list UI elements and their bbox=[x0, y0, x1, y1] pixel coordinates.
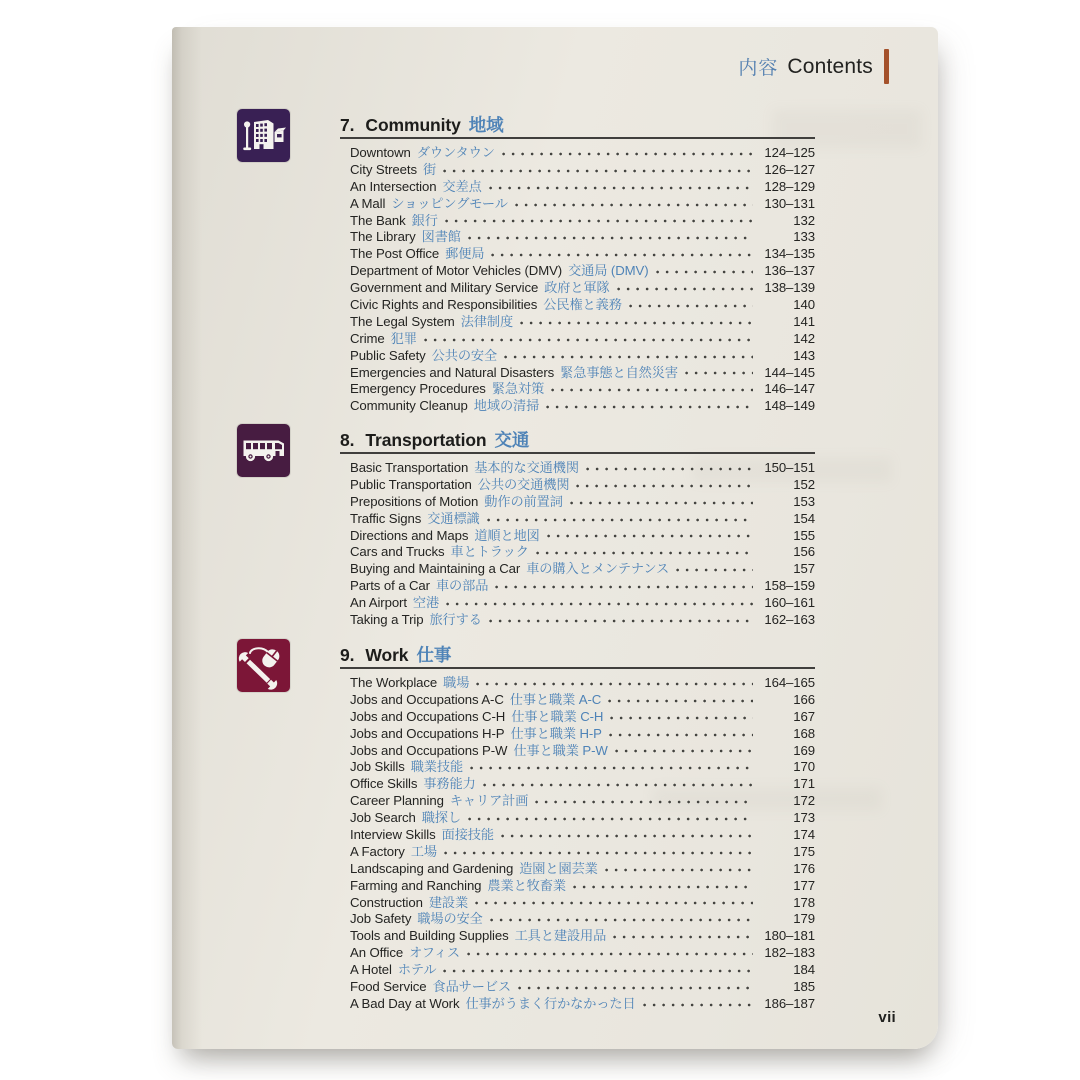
entry-title-japanese: オフィス bbox=[409, 945, 461, 961]
toc-section bbox=[172, 639, 938, 1010]
toc-entry bbox=[350, 378, 815, 395]
entry-title-japanese: 車とトラック bbox=[450, 544, 529, 560]
toc-entry bbox=[350, 243, 815, 260]
entry-title-japanese: 犯罪 bbox=[390, 330, 417, 346]
entry-title-english: A Hotel bbox=[350, 962, 392, 978]
toc-entry bbox=[350, 672, 815, 689]
entry-title-english: Department of Motor Vehicles (DMV) bbox=[350, 263, 563, 279]
section-title-japanese: 仕事 bbox=[416, 645, 452, 665]
toc-entry bbox=[350, 395, 815, 412]
entry-title-japanese: 郵便局 bbox=[445, 246, 485, 262]
entry-title-japanese: 公民権と義務 bbox=[543, 297, 622, 313]
entry-title-japanese: 工具と建設用品 bbox=[514, 928, 607, 944]
entry-title-japanese: 政府と軍隊 bbox=[544, 280, 610, 296]
entry-page-numbers: 167 bbox=[793, 708, 815, 724]
entry-page-numbers: 175 bbox=[793, 843, 815, 859]
entry-title-japanese: 公共の安全 bbox=[431, 347, 498, 363]
dot-leader bbox=[617, 287, 753, 291]
dot-leader bbox=[443, 169, 753, 173]
contents-title-english: Contents bbox=[787, 54, 873, 78]
entry-title-english: Traffic Signs bbox=[350, 510, 422, 526]
toc-entry bbox=[350, 558, 815, 575]
section-title bbox=[340, 424, 815, 448]
dot-leader bbox=[573, 885, 753, 889]
entry-title-japanese: 基本的な交通機関 bbox=[474, 460, 579, 475]
toc-entry bbox=[350, 277, 815, 294]
entry-title-japanese: ホテル bbox=[397, 962, 437, 978]
section-entries bbox=[340, 457, 815, 626]
toc-entry bbox=[350, 908, 815, 925]
entry-page-numbers: 157 bbox=[793, 561, 815, 577]
entry-title-english: Jobs and Occupations P-W bbox=[350, 742, 508, 758]
toc-entry bbox=[350, 841, 815, 858]
toc-entry bbox=[350, 875, 815, 892]
entry-title-english: Job Search bbox=[350, 810, 416, 826]
entry-title-english: Basic Transportation bbox=[350, 460, 469, 475]
dot-leader bbox=[483, 783, 753, 787]
entry-page-numbers: 179 bbox=[793, 911, 815, 927]
toc-entry bbox=[350, 706, 815, 723]
entry-title-japanese: 緊急対策 bbox=[491, 381, 545, 397]
entry-page-numbers: 150–151 bbox=[764, 460, 815, 475]
dot-leader bbox=[504, 355, 753, 359]
dot-leader bbox=[608, 699, 753, 703]
entry-title-japanese: 職探し bbox=[421, 810, 461, 826]
entry-page-numbers: 184 bbox=[793, 962, 815, 978]
entry-page-numbers: 178 bbox=[793, 894, 815, 910]
toc-entry bbox=[350, 210, 815, 227]
entry-title-english: The Bank bbox=[350, 212, 406, 228]
entry-page-numbers: 160–161 bbox=[764, 595, 815, 611]
dot-leader bbox=[609, 733, 753, 737]
entry-page-numbers: 146–147 bbox=[764, 381, 815, 397]
entry-title-japanese: 公共の交通機関 bbox=[477, 476, 570, 492]
entry-title-japanese: ダウンタウン bbox=[416, 145, 495, 160]
dot-leader bbox=[476, 682, 753, 686]
dot-leader bbox=[445, 219, 753, 223]
entry-title-japanese: 車の部品 bbox=[435, 578, 489, 594]
toc-entry bbox=[350, 976, 815, 993]
dot-leader bbox=[444, 851, 753, 855]
entry-page-numbers: 152 bbox=[793, 476, 815, 492]
entry-title-english: Jobs and Occupations H-P bbox=[350, 725, 505, 741]
entry-page-numbers: 170 bbox=[793, 759, 815, 775]
entry-title-english: Emergency Procedures bbox=[350, 381, 486, 397]
entry-title-english: Job Safety bbox=[350, 911, 412, 927]
dot-leader bbox=[468, 817, 753, 821]
wrench-and-mouse-icon bbox=[237, 639, 290, 692]
entry-title-japanese: 空港 bbox=[412, 595, 440, 611]
section-title bbox=[340, 639, 815, 663]
toc-entry bbox=[350, 790, 815, 807]
toc-entry bbox=[350, 294, 815, 311]
dot-leader bbox=[443, 969, 753, 973]
entry-title-english: Government and Military Service bbox=[350, 280, 539, 296]
dot-leader bbox=[536, 551, 753, 555]
entry-page-numbers: 138–139 bbox=[764, 280, 815, 296]
section-number: 7. bbox=[340, 115, 355, 135]
entry-page-numbers: 155 bbox=[793, 527, 815, 543]
section-entries bbox=[340, 142, 815, 412]
dot-leader bbox=[489, 619, 753, 623]
entry-title-english: Civic Rights and Responsibilities bbox=[350, 297, 538, 313]
entry-title-english: Community Cleanup bbox=[350, 398, 468, 414]
entry-title-japanese: 旅行する bbox=[429, 612, 482, 628]
entry-page-numbers: 124–125 bbox=[764, 145, 815, 160]
dot-leader bbox=[586, 467, 753, 471]
toc-entry bbox=[350, 525, 815, 542]
section-rule bbox=[340, 452, 815, 454]
entry-title-english: A Mall bbox=[350, 195, 386, 211]
dot-leader bbox=[495, 585, 753, 589]
entry-title-japanese: 交差点 bbox=[442, 178, 482, 194]
dot-leader bbox=[613, 935, 753, 939]
section-rule bbox=[340, 667, 815, 669]
entry-title-japanese: 街 bbox=[422, 161, 437, 177]
dot-leader bbox=[502, 152, 753, 156]
section-rule bbox=[340, 137, 815, 139]
toc-entry bbox=[350, 159, 815, 176]
entry-title-english: Prepositions of Motion bbox=[350, 493, 479, 509]
dot-leader bbox=[515, 203, 753, 207]
entry-page-numbers: 141 bbox=[793, 313, 815, 329]
dot-leader bbox=[547, 534, 753, 538]
dot-leader bbox=[615, 749, 753, 753]
toc-entry bbox=[350, 773, 815, 790]
entry-title-english: Public Safety bbox=[350, 347, 426, 363]
dot-leader bbox=[610, 716, 753, 720]
entry-title-english: The Legal System bbox=[350, 313, 455, 329]
entry-title-japanese: 図書館 bbox=[421, 229, 461, 245]
dot-leader bbox=[501, 834, 753, 838]
dot-leader bbox=[491, 253, 753, 257]
entry-page-numbers: 176 bbox=[793, 860, 815, 876]
entry-title-english: Taking a Trip bbox=[350, 612, 424, 628]
toc-entry bbox=[350, 328, 815, 345]
entry-title-english: Food Service bbox=[350, 979, 427, 995]
section-title-english: Community bbox=[365, 115, 461, 135]
entry-page-numbers: 172 bbox=[793, 793, 815, 809]
dot-leader bbox=[546, 405, 753, 409]
entry-title-japanese: 車の購入とメンテナンス bbox=[526, 561, 670, 577]
dot-leader bbox=[487, 518, 753, 522]
dot-leader bbox=[535, 800, 753, 804]
toc-entry bbox=[350, 807, 815, 824]
toc-entry bbox=[350, 689, 815, 706]
dot-leader bbox=[518, 986, 753, 990]
entry-page-numbers: 130–131 bbox=[764, 195, 815, 211]
section-number: 8. bbox=[340, 430, 355, 450]
entry-page-numbers: 173 bbox=[793, 810, 815, 826]
entry-page-numbers: 148–149 bbox=[764, 398, 815, 414]
section-entries bbox=[340, 672, 815, 1010]
toc-entry bbox=[350, 311, 815, 328]
table-of-contents bbox=[172, 27, 938, 1049]
toc-entry bbox=[350, 892, 815, 909]
toc-entry bbox=[350, 508, 815, 525]
entry-page-numbers: 126–127 bbox=[764, 161, 815, 177]
toc-entry bbox=[350, 824, 815, 841]
entry-title-japanese: 事務能力 bbox=[423, 776, 476, 792]
entry-title-english: Crime bbox=[350, 330, 385, 346]
dot-leader bbox=[551, 388, 753, 392]
entry-title-japanese: ショッピングモール bbox=[391, 195, 508, 211]
section-title bbox=[340, 109, 815, 133]
toc-section bbox=[172, 109, 938, 412]
entry-title-japanese: 法律制度 bbox=[460, 313, 514, 329]
entry-title-english: Directions and Maps bbox=[350, 527, 469, 543]
entry-title-japanese: 造園と園芸業 bbox=[519, 860, 598, 876]
entry-title-english: An Intersection bbox=[350, 178, 437, 194]
entry-page-numbers: 177 bbox=[793, 877, 815, 893]
toc-entry bbox=[350, 592, 815, 609]
dot-leader bbox=[475, 901, 753, 905]
entry-page-numbers: 154 bbox=[793, 510, 815, 526]
entry-page-numbers: 186–187 bbox=[764, 995, 815, 1011]
dot-leader bbox=[468, 236, 753, 240]
entry-title-japanese: 工場 bbox=[410, 843, 437, 859]
toc-entry bbox=[350, 457, 815, 474]
dot-leader bbox=[629, 304, 753, 308]
entry-title-english: Construction bbox=[350, 894, 423, 910]
entry-title-japanese: 仕事と職業 A-C bbox=[509, 691, 602, 707]
entry-title-japanese: 仕事と職業 P-W bbox=[513, 742, 608, 758]
entry-page-numbers: 180–181 bbox=[764, 928, 815, 944]
dot-leader bbox=[520, 321, 753, 325]
toc-entry bbox=[350, 609, 815, 626]
entry-title-japanese: キャリア計画 bbox=[449, 793, 529, 809]
entry-title-english: The Workplace bbox=[350, 675, 438, 690]
toc-entry bbox=[350, 491, 815, 508]
entry-page-numbers: 168 bbox=[793, 725, 815, 741]
toc-entry bbox=[350, 541, 815, 558]
entry-title-english: An Airport bbox=[350, 595, 407, 611]
entry-title-japanese: 交通局 (DMV) bbox=[568, 263, 649, 279]
entry-title-japanese: 銀行 bbox=[411, 212, 438, 228]
entry-title-japanese: 仕事と職業 H-P bbox=[510, 725, 602, 741]
entry-title-japanese: 仕事と職業 C-H bbox=[511, 708, 604, 724]
entry-title-english: The Library bbox=[350, 229, 416, 245]
page-number-folio: vii bbox=[878, 1009, 896, 1026]
entry-title-english: Jobs and Occupations C-H bbox=[350, 708, 506, 724]
entry-page-numbers: 143 bbox=[793, 347, 815, 363]
entry-title-japanese: 面接技能 bbox=[441, 827, 494, 843]
entry-title-english: Job Skills bbox=[350, 759, 405, 775]
dot-leader bbox=[470, 766, 753, 770]
entry-page-numbers: 133 bbox=[793, 229, 815, 245]
toc-entry bbox=[350, 176, 815, 193]
entry-title-english: Tools and Building Supplies bbox=[350, 928, 509, 944]
dot-leader bbox=[656, 270, 754, 274]
toc-entry bbox=[350, 142, 815, 159]
dot-leader bbox=[676, 568, 753, 572]
toc-entry bbox=[350, 226, 815, 243]
entry-title-english: Cars and Trucks bbox=[350, 544, 445, 560]
entry-title-english: Interview Skills bbox=[350, 827, 436, 843]
toc-entry bbox=[350, 756, 815, 773]
toc-entry bbox=[350, 959, 815, 976]
toc-entry bbox=[350, 723, 815, 740]
toc-entry bbox=[350, 362, 815, 379]
entry-title-english: Buying and Maintaining a Car bbox=[350, 561, 521, 577]
toc-entry bbox=[350, 858, 815, 875]
section-title-japanese: 地域 bbox=[468, 115, 504, 135]
entry-page-numbers: 144–145 bbox=[764, 364, 815, 380]
toc-entry bbox=[350, 942, 815, 959]
entry-title-english: Public Transportation bbox=[350, 476, 472, 492]
entry-page-numbers: 182–183 bbox=[764, 945, 815, 961]
entry-title-japanese: 職業技能 bbox=[410, 759, 464, 775]
entry-page-numbers: 162–163 bbox=[764, 612, 815, 628]
entry-title-english: Parts of a Car bbox=[350, 578, 430, 594]
toc-entry bbox=[350, 925, 815, 942]
dot-leader bbox=[467, 952, 753, 956]
entry-title-english: Career Planning bbox=[350, 793, 444, 809]
entry-title-english: Farming and Ranching bbox=[350, 877, 482, 893]
entry-title-english: Landscaping and Gardening bbox=[350, 860, 514, 876]
entry-title-english: Jobs and Occupations A-C bbox=[350, 691, 504, 707]
entry-page-numbers: 140 bbox=[793, 297, 815, 313]
section-title-english: Transportation bbox=[365, 430, 487, 450]
entry-title-english: An Office bbox=[350, 945, 404, 961]
entry-title-english: City Streets bbox=[350, 161, 417, 177]
entry-page-numbers: 185 bbox=[793, 979, 815, 995]
entry-page-numbers: 142 bbox=[793, 330, 815, 346]
city-bus-icon bbox=[237, 424, 290, 477]
entry-page-numbers: 128–129 bbox=[764, 178, 815, 194]
dot-leader bbox=[446, 602, 753, 606]
dot-leader bbox=[605, 868, 753, 872]
entry-title-english: Office Skills bbox=[350, 776, 418, 792]
entry-title-english: A Factory bbox=[350, 843, 405, 859]
entry-title-japanese: 食品サービス bbox=[432, 979, 512, 995]
entry-title-japanese: 建設業 bbox=[428, 894, 469, 910]
entry-page-numbers: 164–165 bbox=[764, 675, 815, 690]
dot-leader bbox=[643, 1003, 753, 1007]
city-buildings-icon bbox=[237, 109, 290, 162]
entry-page-numbers: 171 bbox=[793, 776, 815, 792]
entry-page-numbers: 166 bbox=[793, 691, 815, 707]
dot-leader bbox=[570, 501, 753, 505]
entry-title-japanese: 緊急事態と自然災害 bbox=[560, 364, 678, 380]
entry-title-japanese: 動作の前置詞 bbox=[484, 493, 563, 509]
dot-leader bbox=[490, 918, 753, 922]
toc-entry bbox=[350, 740, 815, 757]
entry-title-english: The Post Office bbox=[350, 246, 440, 262]
entry-title-japanese: 交通標識 bbox=[427, 510, 480, 526]
entry-page-numbers: 174 bbox=[793, 827, 815, 843]
entry-page-numbers: 153 bbox=[793, 493, 815, 509]
toc-section bbox=[172, 424, 938, 626]
contents-title-japanese: 内容 bbox=[738, 58, 779, 79]
entry-title-japanese: 職場の安全 bbox=[417, 911, 483, 927]
book-page bbox=[172, 27, 938, 1049]
section-number: 9. bbox=[340, 645, 355, 665]
toc-entry bbox=[350, 575, 815, 592]
toc-entry bbox=[350, 345, 815, 362]
entry-title-japanese: 仕事がうまく行かなかった日 bbox=[465, 995, 636, 1011]
entry-title-english: Emergencies and Natural Disasters bbox=[350, 364, 555, 380]
dot-leader bbox=[685, 371, 753, 375]
toc-entry bbox=[350, 193, 815, 210]
entry-title-english: Downtown bbox=[350, 145, 411, 160]
entry-title-japanese: 農業と牧畜業 bbox=[487, 877, 566, 893]
entry-page-numbers: 132 bbox=[793, 212, 815, 228]
toc-entry bbox=[350, 993, 815, 1010]
entry-title-japanese: 地域の清掃 bbox=[473, 398, 540, 414]
entry-title-japanese: 職場 bbox=[443, 675, 470, 690]
section-title-english: Work bbox=[365, 645, 409, 665]
entry-page-numbers: 156 bbox=[793, 544, 815, 560]
section-title-japanese: 交通 bbox=[494, 430, 530, 450]
entry-page-numbers: 134–135 bbox=[764, 246, 815, 262]
entry-page-numbers: 136–137 bbox=[764, 263, 815, 279]
dot-leader bbox=[576, 484, 753, 488]
toc-entry bbox=[350, 260, 815, 277]
entry-title-japanese: 道順と地図 bbox=[474, 527, 540, 543]
entry-page-numbers: 158–159 bbox=[764, 578, 815, 594]
entry-page-numbers: 169 bbox=[793, 742, 815, 758]
entry-title-english: A Bad Day at Work bbox=[350, 995, 460, 1011]
dot-leader bbox=[489, 186, 753, 190]
dot-leader bbox=[424, 338, 753, 342]
toc-entry bbox=[350, 474, 815, 491]
